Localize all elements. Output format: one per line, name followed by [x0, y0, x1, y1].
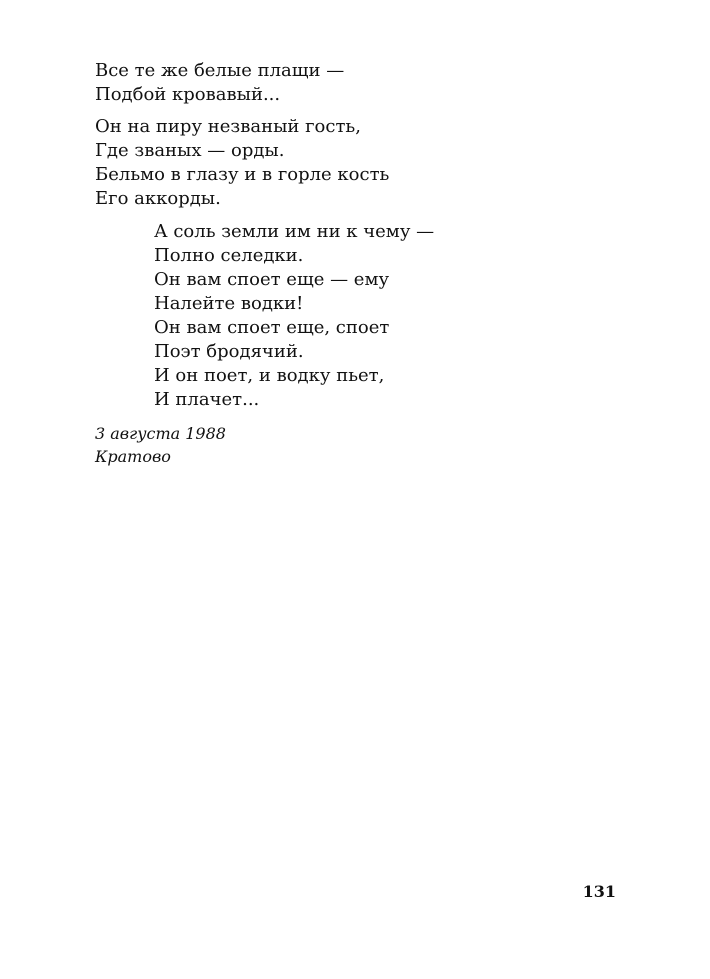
- stanza-1: [95, 59, 655, 107]
- page-number: 131: [582, 882, 616, 901]
- poem-line: Его аккорды.: [95, 188, 221, 209]
- poem-line: И он поет, и водку пьет,: [154, 365, 385, 386]
- colophon: [95, 422, 655, 468]
- poem-line: А соль земли им ни к чему —: [154, 221, 435, 242]
- poem-line: Он вам споет еще, споет: [154, 317, 390, 338]
- poem-line: Налейте водки!: [154, 293, 304, 314]
- poem-line: Полно селедки.: [154, 245, 304, 266]
- stanza-2: [95, 115, 655, 211]
- poem-line: Он на пиру незваный гость,: [95, 116, 361, 137]
- poem-line: Подбой кровавый...: [95, 84, 281, 105]
- poem: [95, 59, 655, 468]
- poem-line: Где званых — орды.: [95, 140, 285, 161]
- poem-line: Он вам споет еще — ему: [154, 269, 390, 290]
- poem-line: Бельмо в глазу и в горле кость: [95, 164, 390, 185]
- poem-line: И плачет...: [154, 389, 260, 410]
- stanza-3-indented: [95, 220, 655, 412]
- colophon-date: 3 августа 1988: [95, 424, 226, 443]
- poem-line: Все те же белые плащи —: [95, 60, 345, 81]
- poem-line: Поэт бродячий.: [154, 341, 304, 362]
- colophon-place: Кратово: [95, 447, 171, 466]
